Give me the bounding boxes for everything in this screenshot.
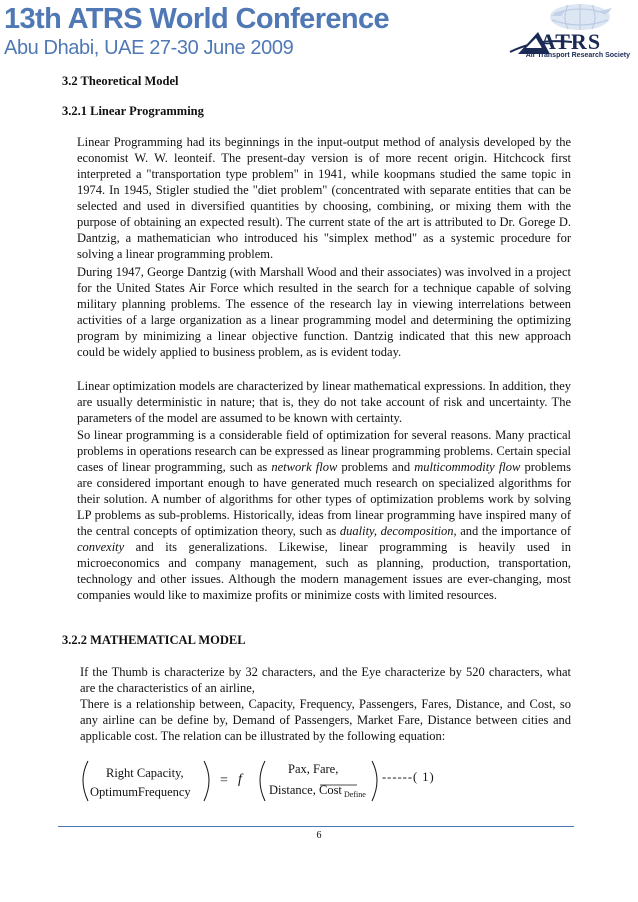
equation-left-bottom: OptimumFrequency [90,785,191,799]
paragraph-thumb-eye: If the Thumb is characterize by 32 characters, and the Eye characterize by 520 characters, what are the characteristics of an airline, [80,665,571,695]
paragraph-lp-history: Linear Programming had its beginnings in the input-output method of analysis developed by the economist W. W. leonteif. The present-day version is of more recent origin. Hitchcock first interpreted a "transportation type problem" in 1941, while koopmans studied the same topic in 1974. In 1945, Stigler studied the "diet problem" (concentrated with separate entities that can be selected and used in diversified quantities by choosing, combining, or mixing them with the purpose of obtaining an expected result). The current state of the art is attributed to Dr. Gorege D. Dantzig, a mathematician who introduced his "simplex method" as a systemic procedure for solving a linear programming problem. [77,135,571,261]
paragraph-lp-importance: So linear programming is a considerable field of optimization for several reasons. Many practical problems in operations research can be expressed as linear programming problems. Certain special cases of linear programming, such as network flow problems and multicommodity flow problems are considered important enough to have generated much research on specialized algorithms for their solution. A number of algorithms for other types of optimization problems work by solving LP problems as sub-problems. Historically, ideas from linear programming have inspired many of the central concepts of optimization theory, such as duality, decomposition, and the importance of convexity and its generalizations. Likewise, linear programming is heavily used in microeconomics and company management, such as planning, production, transportation, technology and other issues. Although the modern management issues are ever-changing, most companies would like to maximize profits or minimize costs with limited resources. [77,428,572,602]
equation-subscript: Define [344,790,366,799]
equation-right-bottom: Distance, Cost [269,783,342,797]
equation-function: f [238,772,242,787]
paragraph-linear-models: Linear optimization models are characterized by linear mathematical expressions. In addition, they are usually deterministic in nature; that is, they do not take account of risk and uncertainty. The parameters of the model are assumed to be known with certainty. [77,379,571,425]
equation-label: ------( 1) [382,770,435,784]
equation-1 [76,758,566,808]
conference-location: Abu Dhabi, UAE 27-30 June 2009 [4,37,294,59]
atrs-logo-tagline: Air Transport Research Society [525,52,630,59]
equation-left-top: Right Capacity, [106,766,184,780]
equation-right-top: Pax, Fare, [288,762,339,776]
paragraph-relationship: There is a relationship between, Capacity, Frequency, Passengers, Fares, Distance, and Cost, so any airline can be define by, Demand of Passengers, Market Fare, Distance between cities and applicable cost. The relation can be illustrated by the following equation: [80,697,571,743]
section-heading-3-2-1: 3.2.1 Linear Programming [62,104,204,118]
equation-equals: = [220,773,228,788]
atrs-logo-text: ATRS [540,29,602,54]
conference-title: 13th ATRS World Conference [4,3,390,35]
page-number: 6 [316,830,322,841]
paragraph-dantzig: During 1947, George Dantzig (with Marshall Wood and their associates) was involved in a project for the United States Air Force which resulted in the search for a technique capable of solving military planning problems. The essence of the research lay in viewing interrelations between activities of a large organization as a linear programming model and determining the optimizing program by minimizing a linear objective function. Dantzig indicated that this new approach could be widely applied to business problem, as is evident today. [77,265,571,359]
conference-header [0,0,638,64]
section-heading-3-2-2: 3.2.2 MATHEMATICAL MODEL [62,633,246,647]
section-heading-3-2: 3.2 Theoretical Model [62,74,179,88]
footer-divider [58,826,574,827]
